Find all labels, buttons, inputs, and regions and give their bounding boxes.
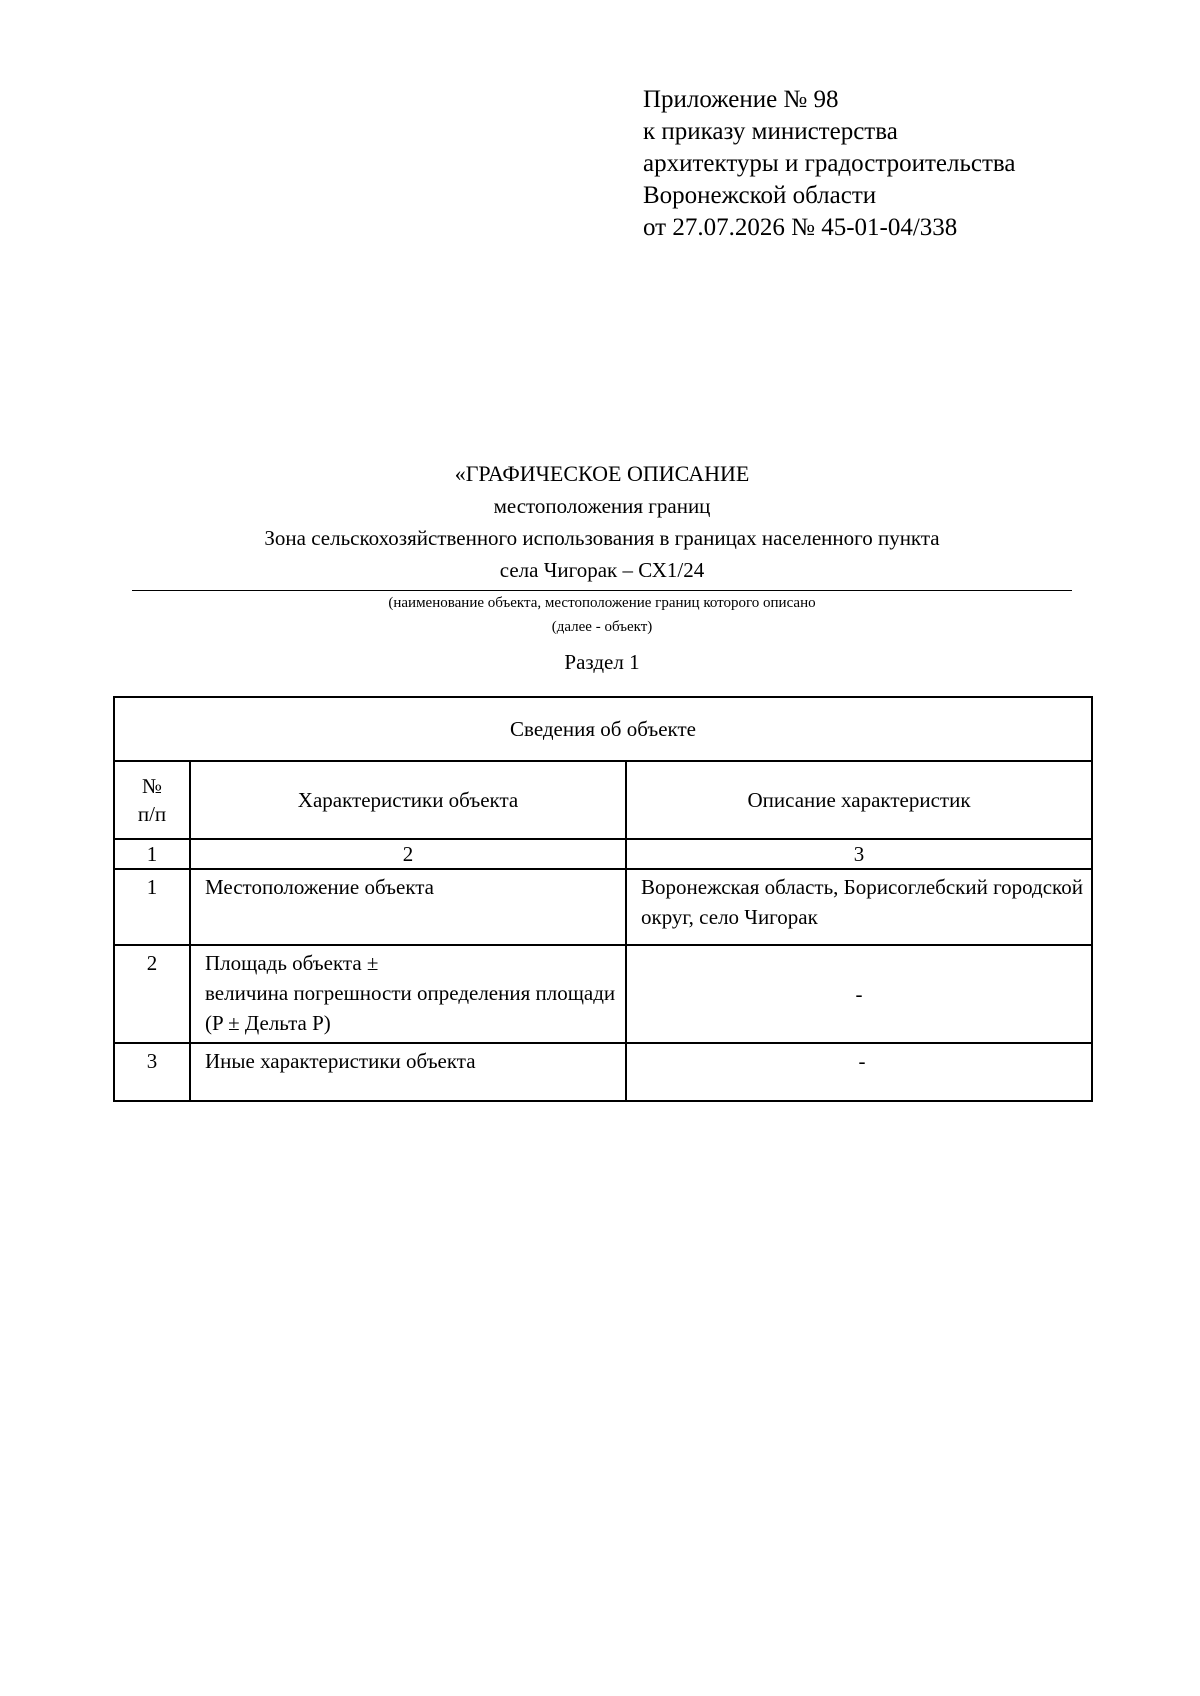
row-characteristic: Иные характеристики объекта [190,1043,626,1101]
document-subtitle: местоположения границ [493,494,711,518]
appendix-order-line: к приказу министерства [643,118,898,145]
table-row [114,1043,1092,1101]
appendix-ministry-line: архитектуры и градостроительства [643,150,1016,177]
table-caption-row [114,697,1092,761]
column-number-1: 1 [114,839,190,869]
row-number: 3 [114,1043,190,1101]
appendix-region-line: Воронежской области [643,182,877,209]
object-name-caption-1: (наименование объекта, местоположение границ которого описано [388,595,816,611]
row-description: - [626,945,1092,1043]
table-row [114,945,1092,1043]
row-characteristic: Местоположение объекта [190,869,626,945]
section-label: Раздел 1 [564,650,640,674]
row-number: 1 [114,869,190,945]
column-number-2: 2 [190,839,626,869]
object-name-caption-2: (далее - объект) [551,619,653,635]
table-row [114,869,1092,945]
document-title-block [132,458,1072,677]
header-characteristic: Характеристики объекта [190,761,626,839]
table-header-row [114,761,1092,839]
row-description: - [626,1043,1092,1101]
object-info-table [113,696,1093,1102]
table-caption: Сведения об объекте [114,697,1092,761]
column-number-row [114,839,1092,869]
appendix-header [643,84,1163,244]
appendix-date-line: от 27.07.2026 № 45-01-04/338 [643,214,958,241]
row-description: Воронежская область, Борисоглебский городской округ, село Чигорак [626,869,1092,945]
header-number: № п/п [114,761,190,839]
appendix-number: Приложение № 98 [643,86,839,113]
object-name-line-2: села Чигорак – СХ1/24 [499,558,705,582]
object-name-line-1: Зона сельскохозяйственного использования в границах населенного пункта [264,526,940,550]
document-title: «ГРАФИЧЕСКОЕ ОПИСАНИЕ [454,461,750,486]
header-description: Описание характеристик [626,761,1092,839]
row-number: 2 [114,945,190,1043]
column-number-3: 3 [626,839,1092,869]
row-characteristic: Площадь объекта ± величина погрешности определения площади (P ± Дельта P) [190,945,626,1043]
